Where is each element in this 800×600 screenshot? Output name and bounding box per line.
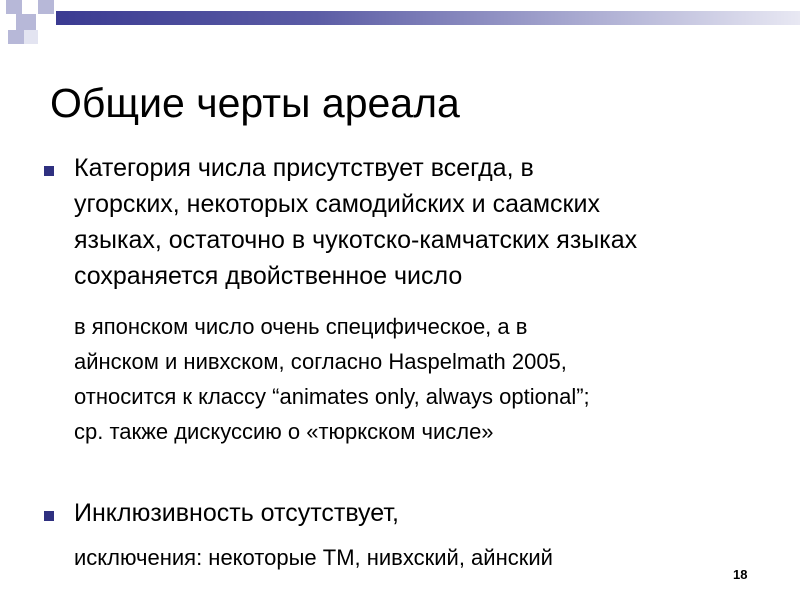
decor-square [24,30,38,44]
slide-title: Общие черты ареала [50,80,460,126]
bullet-text [74,495,784,531]
sub-line: в японском число очень специфическое, а в [74,314,528,339]
decor-square [22,0,38,14]
decor-square [36,14,50,30]
sub-paragraph [74,540,774,575]
bullet-line: Категория числа присутствует всегда, в [74,154,534,182]
bullet-line: языках, остаточно в чукотско-камчатских языках [74,226,638,254]
bullet-line: угорских, некоторых самодийских и саамских [74,190,600,218]
sub-line: ср. также дискуссию о «тюркском числе» [74,419,494,444]
bullet-line: Инклюзивность отсутствует, [74,499,399,527]
sub-line: исключения: некоторые ТМ, нивхский, айнский [74,545,553,570]
sub-paragraph [74,309,774,449]
sub-line: относится к классу “animates only, always optional”; [74,384,590,409]
decor-square [8,30,24,44]
bullet-text [74,150,784,294]
decor-square [16,14,36,30]
page-number: 18 [733,567,748,582]
bullet-square-icon [44,511,54,521]
decor-square [0,14,16,30]
decor-square [6,0,22,14]
bullet-line: сохраняется двойственное число [74,262,463,290]
bullet-square-icon [44,166,54,176]
decor-square [38,0,54,14]
top-gradient-bar [56,11,800,25]
sub-line: айнском и нивхском, согласно Haspelmath 2005, [74,349,567,374]
